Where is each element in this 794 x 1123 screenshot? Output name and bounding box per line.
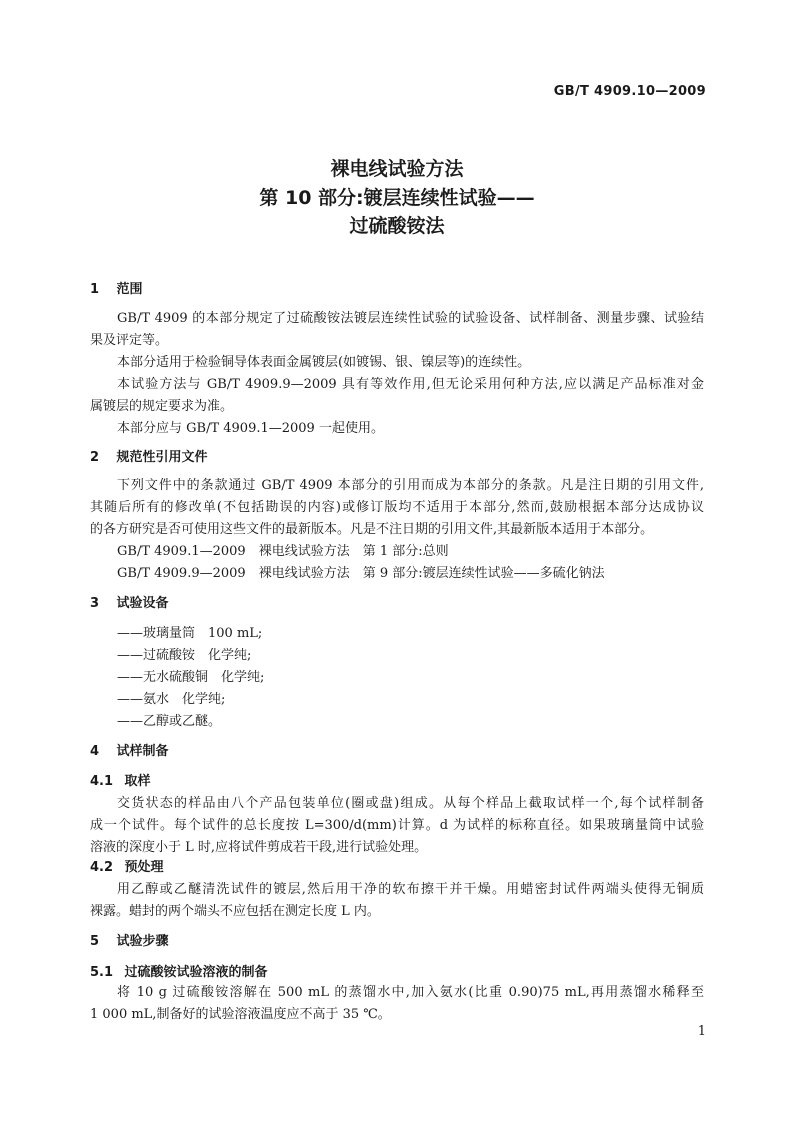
paragraph-line: 其随后所有的修改单(不包括勘误的内容)或修订版均不适用于本部分,然而,鼓励根据本部分达成协议 — [90, 500, 704, 515]
paragraph-line: 本部分适用于检验铜导体表面金属镀层(如镀锡、银、镍层等)的连续性。 — [117, 355, 531, 370]
subsection-4-1-heading — [90, 770, 151, 789]
title-line-3: 过硫酸铵法 — [349, 215, 445, 237]
section-1-heading — [90, 278, 143, 297]
section-number: 3 — [90, 596, 100, 611]
section-5-heading — [90, 930, 169, 949]
section-3-heading — [90, 592, 169, 611]
section-title: 试验步骤 — [116, 934, 169, 949]
paragraph-line: 将 10 g 过硫酸铵溶解在 500 mL 的蒸馏水中,加入氨水(比重 0.90)75 mL,再用蒸馏水稀释至 — [117, 985, 704, 1000]
subsection-number: 4.2 — [90, 860, 114, 875]
paragraph-line: 的各方研究是否可使用这些文件的最新版本。凡是不注日期的引用文件,其最新版本适用于本部分。 — [90, 522, 654, 537]
standard-number: GB/T 4909.10—2009 — [553, 84, 706, 99]
section-number: 5 — [90, 934, 100, 949]
section-number: 2 — [90, 450, 100, 465]
paragraph-line: 成一个试件。每个试件的总长度按 L=300/d(mm)计算。d 为试样的标称直径。如果玻璃量筒中试验 — [90, 818, 704, 833]
paragraph-line: 溶液的深度小于 L 时,应将试件剪成若干段,进行试验处理。 — [90, 840, 428, 855]
equipment-item: ——氨水 化学纯; — [117, 692, 226, 707]
paragraph-line: 本试验方法与 GB/T 4909.9—2009 具有等效作用,但无论采用何种方法,应以满足产品标准对金 — [117, 377, 704, 392]
section-title: 规范性引用文件 — [116, 450, 208, 465]
section-title: 试验设备 — [116, 596, 169, 611]
subsection-4-2-heading — [90, 856, 164, 875]
title-line-1: 裸电线试验方法 — [330, 158, 464, 180]
subsection-number: 5.1 — [90, 965, 114, 980]
subsection-title: 过硫酸铵试验溶液的制备 — [124, 965, 268, 980]
section-4-heading — [90, 740, 169, 759]
section-title: 范围 — [116, 282, 143, 297]
subsection-title: 预处理 — [124, 860, 164, 875]
section-number: 4 — [90, 744, 100, 759]
equipment-item: ——过硫酸铵 化学纯; — [117, 648, 252, 663]
paragraph-line: 属镀层的规定要求为准。 — [90, 399, 234, 414]
reference-item: GB/T 4909.9—2009 裸电线试验方法 第 9 部分:镀层连续性试验——多硫化钠法 — [117, 566, 605, 581]
equipment-item: ——乙醇或乙醚。 — [117, 714, 222, 729]
paragraph-line: 本部分应与 GB/T 4909.1—2009 一起使用。 — [117, 421, 384, 436]
paragraph-line: 1 000 mL,制备好的试验溶液温度应不高于 35 ℃。 — [90, 1007, 391, 1022]
paragraph-line: 交货状态的样品由八个产品包装单位(圈或盘)组成。从每个样品上截取试样一个,每个试样制备 — [117, 796, 704, 811]
title-line-2: 第 10 部分:镀层连续性试验—— — [259, 187, 535, 209]
subsection-number: 4.1 — [90, 774, 114, 789]
subsection-5-1-heading — [90, 961, 268, 980]
equipment-item: ——无水硫酸铜 化学纯; — [117, 670, 265, 685]
equipment-item: ——玻璃量筒 100 mL; — [117, 626, 263, 641]
page-number: 1 — [697, 1024, 706, 1039]
paragraph-line: 裸露。蜡封的两个端头不应包括在测定长度 L 内。 — [90, 904, 380, 919]
section-2-heading — [90, 446, 208, 465]
section-number: 1 — [90, 282, 100, 297]
paragraph-line: 用乙醇或乙醚清洗试件的镀层,然后用干净的软布擦干并干燥。用蜡密封试件两端头使得无铜质 — [117, 882, 704, 897]
paragraph-line: GB/T 4909 的本部分规定了过硫酸铵法镀层连续性试验的试验设备、试样制备、测量步骤、试验结 — [117, 311, 704, 326]
section-title: 试样制备 — [116, 744, 169, 759]
reference-item: GB/T 4909.1—2009 裸电线试验方法 第 1 部分:总则 — [117, 544, 449, 559]
paragraph-line: 下列文件中的条款通过 GB/T 4909 本部分的引用而成为本部分的条款。凡是注日期的引用文件, — [117, 478, 704, 493]
paragraph-line: 果及评定等。 — [90, 333, 169, 348]
subsection-title: 取样 — [124, 774, 151, 789]
